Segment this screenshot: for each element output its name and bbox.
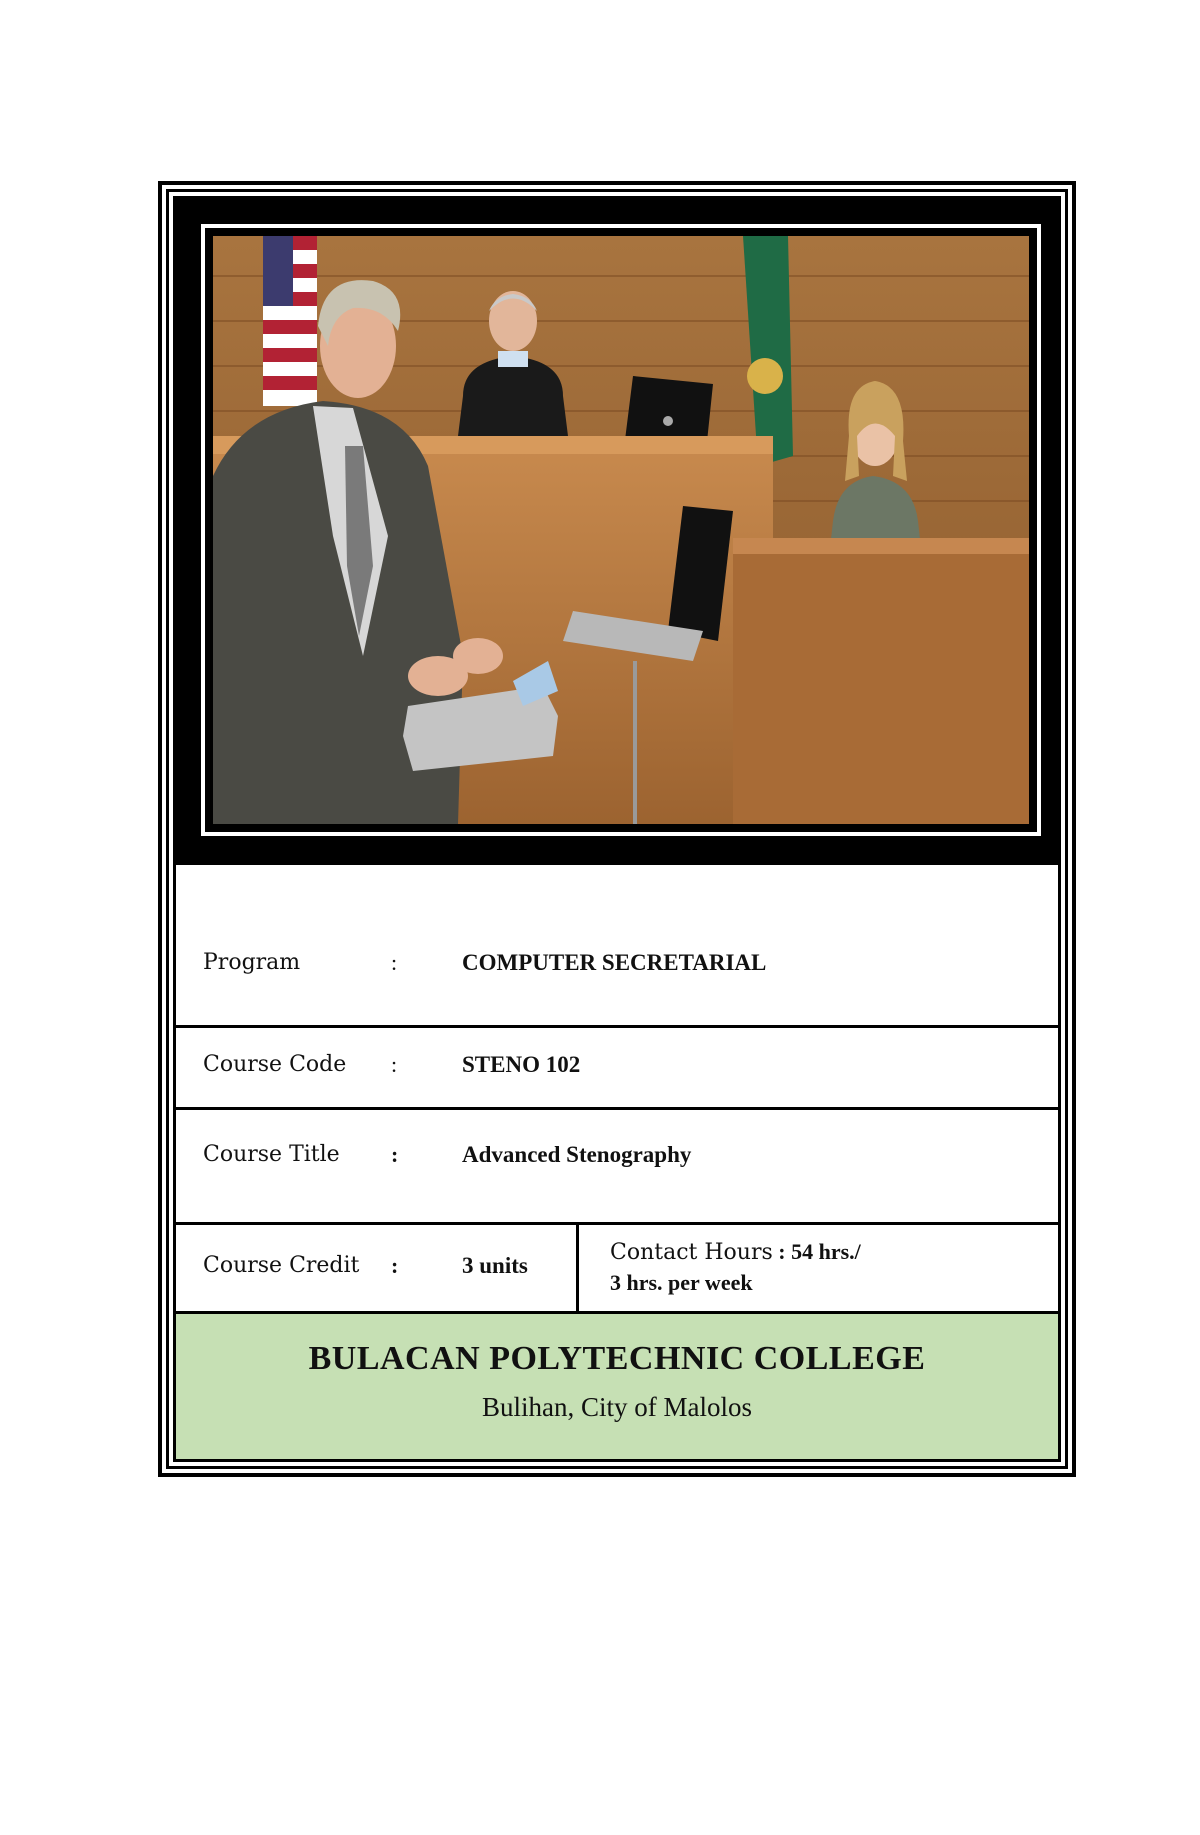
course-title-label: Course Title: [203, 1142, 340, 1167]
course-credit-label: Course Credit: [203, 1253, 360, 1278]
course-credit-value: 3 units: [462, 1253, 528, 1278]
row-program: [176, 865, 1058, 1028]
course-info-table: [173, 862, 1061, 1462]
college-address: Bulihan, City of Malolos: [482, 1392, 752, 1422]
program-separator: :: [391, 950, 398, 975]
course-code-label: Course Code: [203, 1052, 347, 1077]
row-course-title: [176, 1110, 1058, 1225]
contact-hours-label: Contact Hours: [610, 1240, 773, 1265]
course-title-separator: :: [391, 1142, 399, 1167]
photo-frame: [173, 196, 1061, 862]
card-inner-border: [166, 189, 1068, 1469]
contact-hours-weekly: 3 hrs. per week: [610, 1270, 753, 1295]
course-title-value: Advanced Stenography: [462, 1142, 692, 1167]
courtroom-photo: [213, 236, 1029, 824]
contact-hours: [610, 1237, 861, 1298]
course-card: [158, 181, 1076, 1477]
program-value: COMPUTER SECRETARIAL: [462, 950, 767, 975]
college-footer: [176, 1314, 1058, 1459]
college-name: BULACAN POLYTECHNIC COLLEGE: [308, 1340, 926, 1377]
contact-hours-value: : 54 hrs./: [778, 1239, 861, 1264]
photo-border: [201, 224, 1041, 836]
course-code-separator: :: [391, 1052, 398, 1077]
column-divider: [576, 1225, 579, 1311]
row-course-code: [176, 1028, 1058, 1110]
course-credit-separator: :: [391, 1253, 399, 1278]
row-course-credit: [176, 1225, 1058, 1314]
course-code-value: STENO 102: [462, 1052, 581, 1077]
program-label: Program: [203, 950, 301, 975]
